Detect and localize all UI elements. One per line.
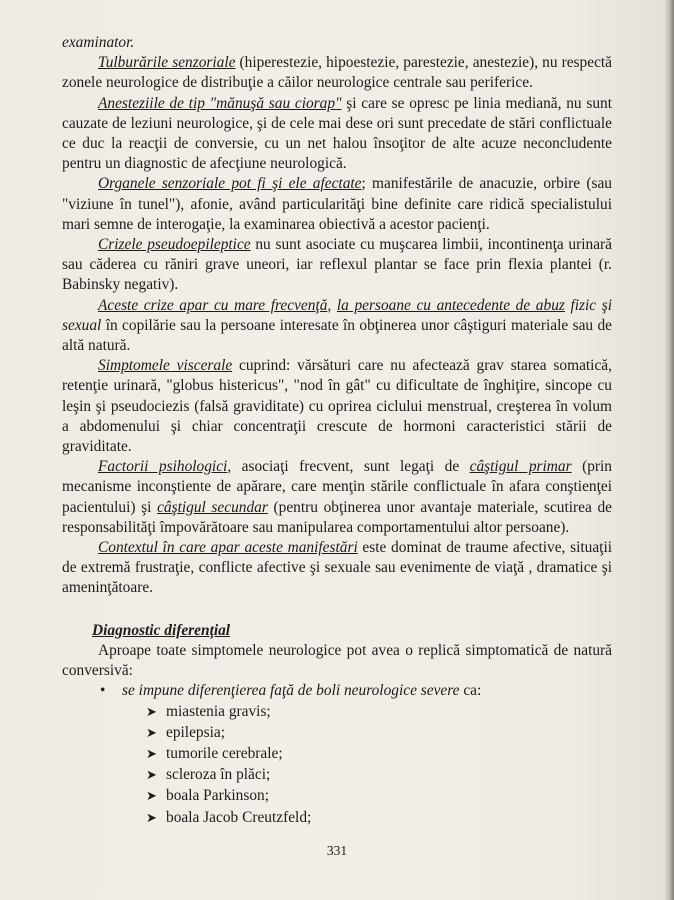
body-text bbox=[62, 33, 612, 829]
list-item bbox=[146, 808, 612, 829]
term-crize: Crizele pseudoepileptice bbox=[98, 236, 251, 254]
list-item-label: boala Parkinson; bbox=[166, 787, 270, 805]
term-organe: Organele senzoriale pot fi şi ele afectate bbox=[98, 175, 362, 193]
paragraph-aproape: Aproape toate simptomele neurologice pot avea o replică simptomatică de natură conversivă: bbox=[62, 641, 612, 680]
arrow-bullet-icon: ➤ bbox=[146, 725, 157, 741]
section-heading: Diagnostic diferenţial bbox=[92, 621, 231, 639]
text-span: cuprind: vărsături care nu afectează grav starea somatică, retenţie urinară, "globus histericus", "nod în gât" cu dificultate de înghiţire, sincope cu leşin şi pseudociezis (falsă graviditate) cu oprirea ciclului menstrual, creşterea în volum a abdomenului şi chiar concentraţii crescute de hormoni caracteristici stării de graviditate. bbox=[62, 357, 612, 456]
text-span: , bbox=[327, 296, 337, 314]
text-span: nu sunt asociate cu muşcarea limbii, incontinenţa urinară sau căderea cu răniri grave uneori, iar reflexul plantar se face prin flexia plantei (r. Babinsky negativ). bbox=[62, 236, 613, 294]
text-span: examinator. bbox=[62, 34, 135, 51]
text-span: în copilărie sau la persoane interesate în obţinerea unor câştiguri materiale sau de altă natură. bbox=[62, 316, 612, 355]
term-context: Contextul în care apar aceste manifestări bbox=[98, 539, 358, 557]
list-item bbox=[146, 765, 612, 786]
list-item bbox=[146, 723, 612, 744]
paragraph-organe bbox=[62, 174, 612, 235]
paragraph-crize bbox=[62, 235, 612, 296]
text-span: şi care se opresc pe linia mediană, nu sunt cauzate de leziuni neurologice, şi de cele mai dese ori sunt precedate de stări conflictuale ce duc la reacţii de conversie, cu un net halou însoţitor de alte acuze neconcludente pentru un diagnostic de afecţiune neurologică. bbox=[62, 94, 612, 173]
text-span: , asociaţi frecvent, sunt legaţi de bbox=[227, 458, 470, 476]
term-anestezii: Anesteziile de tip "mănuşă sau ciorap" bbox=[98, 94, 342, 112]
term-antecedente: la persoane cu antecedente de abuz bbox=[336, 296, 565, 314]
text-span: ca: bbox=[459, 682, 482, 700]
paragraph-fragment bbox=[62, 33, 612, 53]
arrow-bullet-icon: ➤ bbox=[146, 768, 157, 784]
list-item bbox=[146, 702, 612, 723]
arrow-bullet-icon: ➤ bbox=[146, 704, 157, 720]
list-item-label: boala Jacob Creutzfeld; bbox=[166, 808, 312, 826]
paragraph-anestezii bbox=[62, 94, 612, 175]
text-span: (prin mecanisme inconştiente de apărare, care menţin stările conflictuale în afara conştienţei pacientului) şi bbox=[62, 458, 612, 516]
text-span: (pentru obţinerea unor avantaje materiale, scutirea de responsabilităţi împovărătoare sau manipularea comportamentului altor persoane). bbox=[62, 498, 612, 536]
term-castig-primar: câştigul primar bbox=[469, 458, 572, 476]
term-castig-secundar: câştigul secundar bbox=[157, 498, 268, 516]
term-viscerale: Simptomele viscerale bbox=[98, 357, 233, 375]
page-number: 331 bbox=[326, 843, 348, 858]
arrow-bullet-icon: ➤ bbox=[146, 746, 157, 762]
paragraph-tulburari bbox=[62, 53, 612, 93]
disease-list bbox=[62, 702, 612, 829]
paragraph-factori bbox=[62, 457, 612, 538]
list-item-label: scleroza în plăci; bbox=[166, 766, 271, 784]
arrow-bullet-icon: ➤ bbox=[146, 810, 157, 826]
paragraph-frecventa bbox=[62, 296, 612, 357]
bullet-item bbox=[62, 681, 612, 701]
list-item bbox=[146, 786, 612, 807]
list-item-label: miastenia gravis; bbox=[166, 702, 271, 720]
arrow-bullet-icon: ➤ bbox=[146, 789, 157, 805]
paragraph-viscerale bbox=[62, 356, 612, 457]
term-frecventa: Aceste crize apar cu mare frecvenţă bbox=[98, 296, 328, 314]
text-span: fizic şi sexual bbox=[62, 296, 613, 334]
list-item-label: epilepsia; bbox=[166, 723, 225, 741]
term-factori: Factorii psihologici bbox=[98, 458, 228, 476]
list-item-label: tumorile cerebrale; bbox=[166, 744, 283, 762]
bullet-icon: • bbox=[100, 682, 106, 700]
scan-shadow-edge bbox=[664, 0, 674, 900]
paragraph-context bbox=[62, 538, 612, 599]
list-item bbox=[146, 744, 612, 765]
text-span: este dominat de traume afective, situaţii de extremă frustraţie, conflicte afective şi sexuale sau evenimente de viaţă , dramatice şi ameninţătoare. bbox=[62, 539, 612, 597]
term-tulburari: Tulburările senzoriale bbox=[98, 54, 236, 72]
text-span: se impune diferenţierea faţă de boli neurologice severe bbox=[122, 682, 460, 700]
text-span: ; manifestările de anacuzie, orbire (sau "viziune în tunel"), afonie, având particularităţi bine definite care ridică specialistului mari semne de interogaţie, la examinarea obiectivă a acestor pacienţi. bbox=[62, 175, 613, 233]
text-span: (hiperestezie, hipoestezie, parestezie, anestezie), nu respectă zonele neurologice de distribuţie a căilor neurologice centrale sau periferice. bbox=[62, 54, 613, 92]
